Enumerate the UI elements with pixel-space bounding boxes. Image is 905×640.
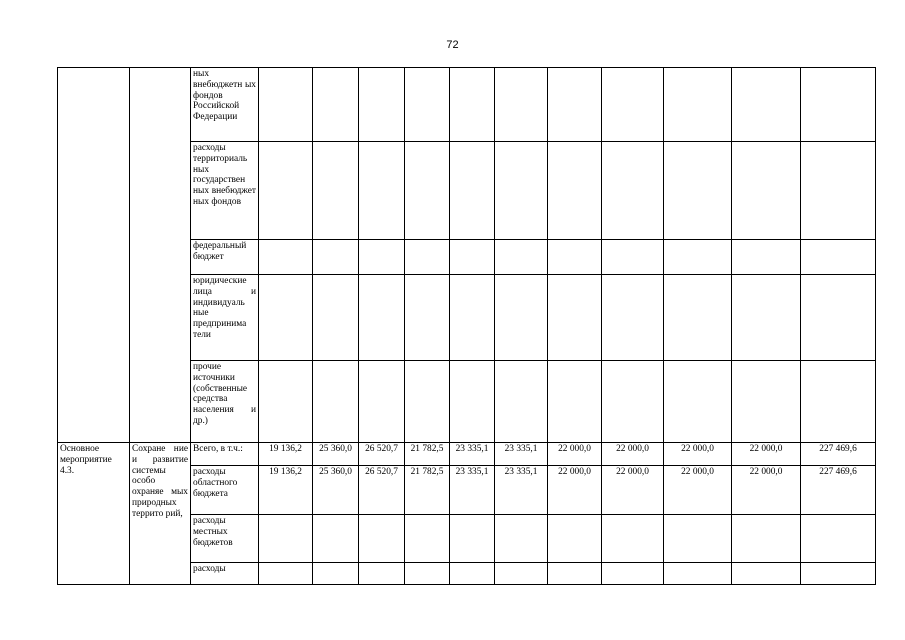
table-row xyxy=(58,68,876,142)
value-cell: 22 000,0 xyxy=(732,443,801,466)
value-cell: 25 360,0 xyxy=(313,443,359,466)
value-cell: 23 335,1 xyxy=(450,443,495,466)
funding-source-cell: расходы местных бюджетов xyxy=(191,515,259,563)
value-cell: 22 000,0 xyxy=(664,443,732,466)
funding-source-cell: ных внебюджетн ых фондов Российской Федерации xyxy=(191,68,259,142)
value-cell: 21 782,5 xyxy=(405,443,450,466)
funding-source-cell: расходы областного бюджета xyxy=(191,466,259,515)
value-cell: 22 000,0 xyxy=(664,466,732,515)
page-number: 72 xyxy=(446,39,459,51)
value-cell: 22 000,0 xyxy=(602,466,664,515)
measure-name: Сохране ние и развитие системы особо охраняе мых природных террито рий, xyxy=(130,443,191,585)
value-cell: 25 360,0 xyxy=(313,466,359,515)
funding-source-cell: прочие источники (собственные средства населения и др.) xyxy=(191,361,259,443)
value-cell: 26 520,7 xyxy=(359,466,405,515)
total-cell: 227 469,6 xyxy=(801,466,876,515)
continued-name-cell xyxy=(130,68,191,443)
budget-table xyxy=(57,67,876,585)
value-cell: 22 000,0 xyxy=(602,443,664,466)
value-cell: 23 335,1 xyxy=(495,443,548,466)
value-cell: 22 000,0 xyxy=(548,443,602,466)
value-cell: 26 520,7 xyxy=(359,443,405,466)
value-cell: 22 000,0 xyxy=(548,466,602,515)
funding-source-cell: расходы xyxy=(191,563,259,585)
total-cell: 227 469,6 xyxy=(801,443,876,466)
funding-source-cell: Всего, в т.ч.: xyxy=(191,443,259,466)
continued-code-cell xyxy=(58,68,130,443)
funding-source-cell: расходы территориаль ных государствен ных внебюджет ных фондов xyxy=(191,142,259,240)
funding-source-cell: юридические лица и индивидуаль ные предпринима тели xyxy=(191,275,259,361)
table-row xyxy=(58,443,876,466)
measure-code: Основное мероприятие 4.3. xyxy=(58,443,130,585)
value-cell: 23 335,1 xyxy=(495,466,548,515)
value-cell: 19 136,2 xyxy=(259,443,313,466)
value-cell: 22 000,0 xyxy=(732,466,801,515)
value-cell: 21 782,5 xyxy=(405,466,450,515)
value-cell: 23 335,1 xyxy=(450,466,495,515)
value-cell: 19 136,2 xyxy=(259,466,313,515)
funding-source-cell: федеральный бюджет xyxy=(191,240,259,275)
